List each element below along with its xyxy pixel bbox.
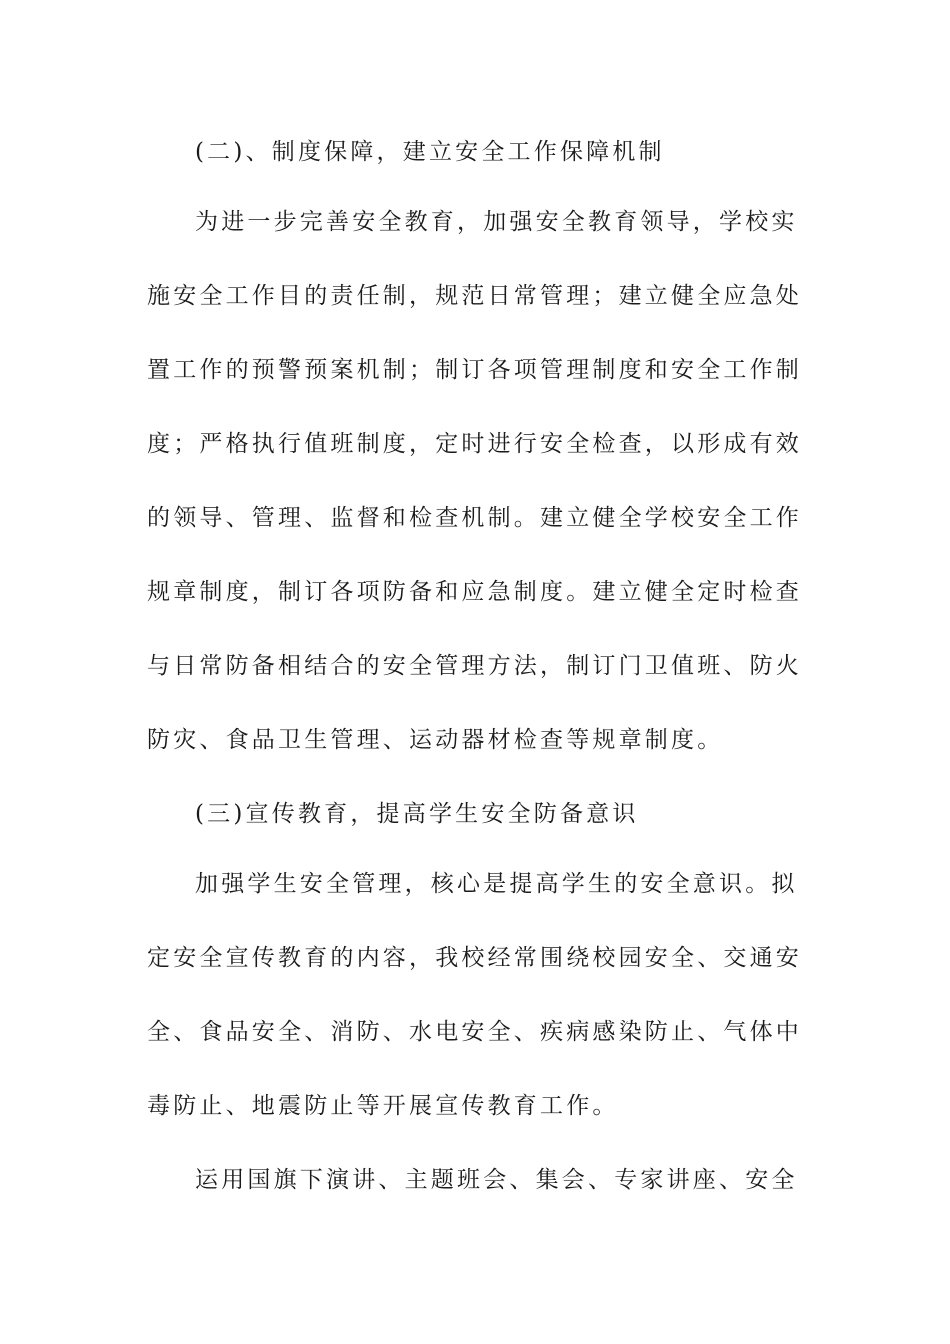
paragraph-line: 的领导、管理、监督和检查机制。建立健全学校安全工作 — [147, 505, 802, 531]
paragraph-line: 规章制度，制订各项防备和应急制度。建立健全定时检查 — [147, 579, 802, 605]
paragraph-line: 定安全宣传教育的内容，我校经常围绕校园安全、交通安 — [147, 945, 802, 971]
paragraph-line: 置工作的预警预案机制；制订各项管理制度和安全工作制 — [147, 357, 802, 383]
paragraph-line: 为进一步完善安全教育，加强安全教育领导，学校实 — [195, 209, 798, 235]
paragraph-line: 全、食品安全、消防、水电安全、疾病感染防止、气体中 — [147, 1019, 802, 1045]
paragraph-line: 运用国旗下演讲、主题班会、集会、专家讲座、安全 — [195, 1167, 798, 1193]
paragraph-line: 度；严格执行值班制度，定时进行安全检查，以形成有效 — [147, 431, 802, 457]
section-heading-2: (二)、制度保障，建立安全工作保障机制 — [195, 139, 665, 165]
paragraph-line: 施安全工作目的责任制，规范日常管理；建立健全应急处 — [147, 283, 802, 309]
paragraph-line: 加强学生安全管理，核心是提高学生的安全意识。拟 — [195, 871, 798, 897]
section-heading-3: (三)宣传教育，提高学生安全防备意识 — [195, 801, 639, 827]
paragraph-line: 与日常防备相结合的安全管理方法，制订门卫值班、防火 — [147, 653, 802, 679]
paragraph-line: 毒防止、地震防止等开展宣传教育工作。 — [147, 1093, 619, 1119]
paragraph-line: 防灾、食品卫生管理、运动器材检查等规章制度。 — [147, 727, 724, 753]
document-body — [147, 130, 802, 1232]
